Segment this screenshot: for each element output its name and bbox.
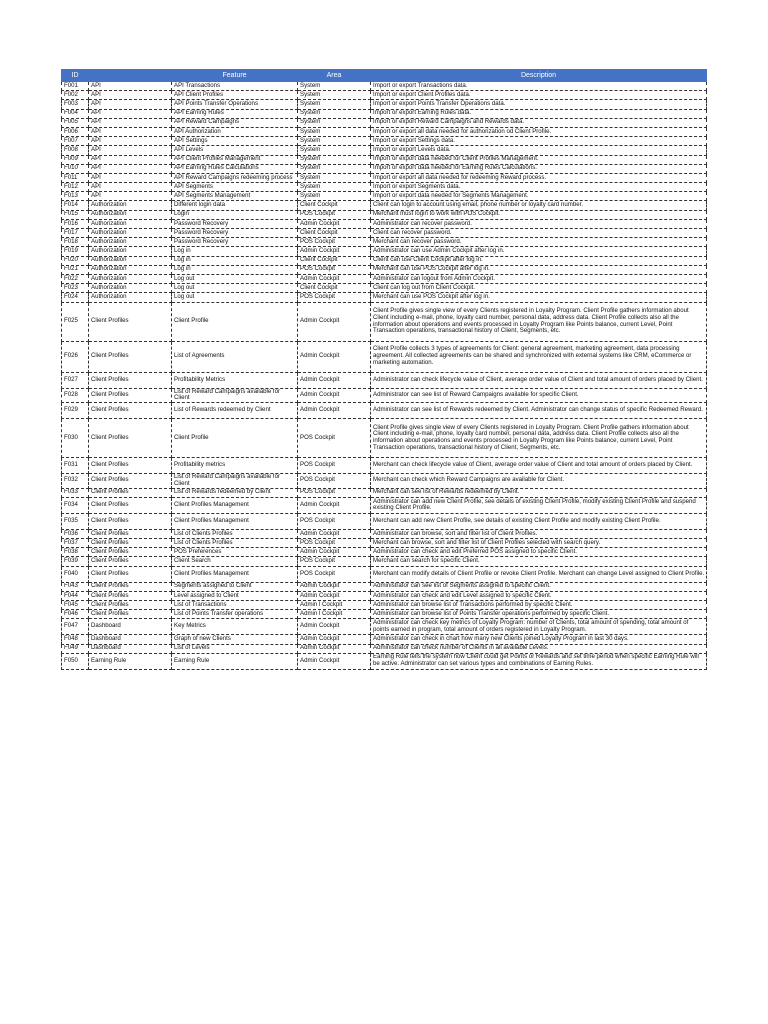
cell-id: F033 <box>62 488 89 497</box>
cell-module: Authorization <box>89 210 172 219</box>
cell-id: F023 <box>62 284 89 293</box>
cell-id: F032 <box>62 474 89 489</box>
table-row <box>62 529 707 538</box>
table-row <box>62 82 707 91</box>
cell-feature: List of Reward Campaigns available for Client <box>172 474 298 489</box>
cell-area: Admin Cockpit <box>298 302 371 341</box>
table-row <box>62 488 707 497</box>
cell-module: Client Profiles <box>89 488 172 497</box>
header-module <box>89 70 172 82</box>
cell-area: POS Cockpit <box>298 210 371 219</box>
table-row <box>62 256 707 265</box>
cell-area: System <box>298 100 371 109</box>
cell-id: F010 <box>62 164 89 173</box>
cell-module: Authorization <box>89 256 172 265</box>
cell-area: System <box>298 164 371 173</box>
cell-description: Merchant can check lifecycle value of Client, average order value of Client and total amount of orders placed by Client. <box>371 458 707 474</box>
cell-id: F026 <box>62 341 89 372</box>
cell-area: POS Cockpit <box>298 458 371 474</box>
cell-area: Admin Cockpit <box>298 497 371 513</box>
cell-area: Admin Cockpit <box>298 529 371 538</box>
table-row <box>62 293 707 302</box>
cell-feature: Log in <box>172 247 298 256</box>
cell-description: Administrator can browse list of Points Transfer operations performed by specific Client. <box>371 610 707 619</box>
table-row <box>62 118 707 127</box>
cell-feature: Client Profiles Management <box>172 566 298 582</box>
cell-description: Administrator can logout from Admin Cockpit. <box>371 274 707 283</box>
cell-module: Dashboard <box>89 619 172 635</box>
cell-module: Client Profiles <box>89 582 172 591</box>
cell-feature: Password Recovery <box>172 229 298 238</box>
cell-module: Dashboard <box>89 644 172 653</box>
cell-description: Import or export all data needed for authorization od Client Profile. <box>371 127 707 136</box>
cell-module: API <box>89 137 172 146</box>
cell-description: Administrator can add new Client Profile, see details of existing Client Profile, modify existing Client Profile and suspend existing Client Profile. <box>371 497 707 513</box>
cell-module: Client Profiles <box>89 557 172 566</box>
cell-id: F002 <box>62 91 89 100</box>
cell-module: API <box>89 164 172 173</box>
cell-feature: API Client Profiles <box>172 91 298 100</box>
cell-description: Import or export data needed for Client Profiles Management. <box>371 155 707 164</box>
table-row <box>62 155 707 164</box>
table-row <box>62 566 707 582</box>
cell-feature: API Reward Campaigns redeeming process <box>172 173 298 182</box>
cell-feature: List of Levels <box>172 644 298 653</box>
cell-description: Merchant can see list of Rewards redeemed by Client. <box>371 488 707 497</box>
cell-area: Admin l Cockpit <box>298 601 371 610</box>
table-row <box>62 419 707 458</box>
table-row <box>62 238 707 247</box>
cell-area: POS Cockpit <box>298 557 371 566</box>
cell-feature: API Client Profiles Management <box>172 155 298 164</box>
cell-area: Admin Cockpit <box>298 635 371 644</box>
cell-id: F036 <box>62 529 89 538</box>
cell-description: Administrator can see list of Reward Campaigns available for specific Client. <box>371 388 707 403</box>
cell-module: API <box>89 118 172 127</box>
cell-id: F004 <box>62 109 89 118</box>
cell-id: F007 <box>62 137 89 146</box>
cell-description: Client Profile gives single view of every Clients registered in Loyalty Program. Client Profile gathers information about Client including e-mail, phone, loyalty card number, personal data, address data. Client Profile collects also all the information about operations and events processed in Loyalty Program like Points balance, current Level, Point Transaction operations, transactional history of Client, Segments, etc. <box>371 302 707 341</box>
cell-id: F018 <box>62 238 89 247</box>
cell-id: F024 <box>62 293 89 302</box>
cell-area: System <box>298 82 371 91</box>
cell-module: Client Profiles <box>89 497 172 513</box>
cell-module: API <box>89 146 172 155</box>
cell-module: Authorization <box>89 293 172 302</box>
cell-description: Earning Rule tells the system how Client could get Points or Rewards and set time period when specific Earning Rule will be active. Administrator can set various types and combinations of Earning Rules. <box>371 653 707 669</box>
cell-feature: Password Recovery <box>172 219 298 228</box>
cell-area: POS Cockpit <box>298 238 371 247</box>
cell-description: Client can use Client Cockpit after log in. <box>371 256 707 265</box>
table-row <box>62 474 707 489</box>
cell-feature: Key Metrics <box>172 619 298 635</box>
cell-module: Authorization <box>89 229 172 238</box>
cell-description: Administrator can browse list of Transactions performed by specific Client. <box>371 601 707 610</box>
header-id: ID <box>62 70 89 82</box>
cell-area: Client Cockpit <box>298 229 371 238</box>
cell-description: Administrator can see list of Rewards redeemed by Client. Administrator can change status of specific Redeemed Reward. <box>371 403 707 419</box>
header-description: Description <box>371 70 707 82</box>
cell-description: Import or export Client Profiles data. <box>371 91 707 100</box>
cell-area: Admin Cockpit <box>298 372 371 388</box>
cell-id: F043 <box>62 582 89 591</box>
cell-feature: API Authorization <box>172 127 298 136</box>
cell-feature: Earning Rule <box>172 653 298 669</box>
cell-description: Administrator can check number of Clients in all available Levels. <box>371 644 707 653</box>
cell-feature: Client Profiles Management <box>172 497 298 513</box>
cell-module: Authorization <box>89 238 172 247</box>
cell-module: Dashboard <box>89 635 172 644</box>
cell-id: F039 <box>62 557 89 566</box>
cell-module: Authorization <box>89 274 172 283</box>
cell-area: Admin Cockpit <box>298 341 371 372</box>
table-row <box>62 146 707 155</box>
cell-description: Merchant can use POS Cockpit after log in. <box>371 293 707 302</box>
cell-area: Admin Cockpit <box>298 653 371 669</box>
cell-feature: Password Recovery <box>172 238 298 247</box>
cell-feature: List of Transactions <box>172 601 298 610</box>
cell-feature: List of Points Transfer operations <box>172 610 298 619</box>
table-row <box>62 302 707 341</box>
cell-feature: List of Clients Profiles <box>172 539 298 548</box>
table-row <box>62 635 707 644</box>
cell-feature: Log out <box>172 284 298 293</box>
cell-id: F050 <box>62 653 89 669</box>
cell-area: POS Cockpit <box>298 566 371 582</box>
table-row <box>62 653 707 669</box>
cell-feature: API Segments <box>172 183 298 192</box>
cell-description: Merchant can check which Reward Campaigns are available for Client. <box>371 474 707 489</box>
cell-feature: Log in <box>172 256 298 265</box>
cell-area: POS Cockpit <box>298 293 371 302</box>
cell-feature: Segments assigned to Client <box>172 582 298 591</box>
cell-module: Client Profiles <box>89 513 172 529</box>
cell-module: API <box>89 183 172 192</box>
table-row <box>62 619 707 635</box>
cell-description: Administrator can check and edit Preferred POS assigned to specific Client. <box>371 548 707 557</box>
cell-feature: List of Rewards redeemed by Client <box>172 488 298 497</box>
cell-description: Import or export Points Transfer Operations data. <box>371 100 707 109</box>
table-row <box>62 164 707 173</box>
table-row <box>62 219 707 228</box>
table-row <box>62 91 707 100</box>
cell-area: Admin Cockpit <box>298 403 371 419</box>
cell-feature: Client Profile <box>172 419 298 458</box>
cell-feature: List of Clients Profiles <box>172 529 298 538</box>
cell-id: F014 <box>62 201 89 210</box>
cell-module: Client Profiles <box>89 610 172 619</box>
cell-id: F025 <box>62 302 89 341</box>
cell-description: Administrator can see list of Segments assigned to specific Client. <box>371 582 707 591</box>
table-row <box>62 210 707 219</box>
cell-area: System <box>298 127 371 136</box>
cell-area: POS Cockpit <box>298 474 371 489</box>
cell-id: F027 <box>62 372 89 388</box>
table-row <box>62 610 707 619</box>
cell-id: F006 <box>62 127 89 136</box>
cell-feature: API Segments Management <box>172 192 298 201</box>
cell-module: Client Profiles <box>89 539 172 548</box>
cell-module: Client Profiles <box>89 591 172 600</box>
cell-area: Admin Cockpit <box>298 591 371 600</box>
cell-description: Administrator can check lifecycle value of Client, average order value of Client and total amount of orders placed by Client. <box>371 372 707 388</box>
table-row <box>62 601 707 610</box>
cell-description: Import or export Segments data. <box>371 183 707 192</box>
cell-feature: Client Profiles Management <box>172 513 298 529</box>
cell-area: System <box>298 109 371 118</box>
cell-id: F028 <box>62 388 89 403</box>
cell-id: F034 <box>62 497 89 513</box>
cell-id: F015 <box>62 210 89 219</box>
cell-feature: POS Preferences <box>172 548 298 557</box>
cell-area: Admin Cockpit <box>298 219 371 228</box>
cell-description: Administrator can recover password. <box>371 219 707 228</box>
table-row <box>62 201 707 210</box>
cell-description: Import or export Transactions data. <box>371 82 707 91</box>
cell-area: System <box>298 118 371 127</box>
cell-description: Merchant can add new Client Profile, see details of existing Client Profile and modify existing Client Profile. <box>371 513 707 529</box>
cell-id: F012 <box>62 183 89 192</box>
cell-feature: Login <box>172 210 298 219</box>
feature-table <box>61 69 707 670</box>
cell-id: F047 <box>62 619 89 635</box>
cell-description: Import or export Settings data. <box>371 137 707 146</box>
cell-id: F045 <box>62 601 89 610</box>
table-row <box>62 284 707 293</box>
cell-module: Earning Rule <box>89 653 172 669</box>
table-row <box>62 539 707 548</box>
cell-feature: API Settings <box>172 137 298 146</box>
cell-description: Client Profile collects 3 types of agreements for Client: general agreement, marketing agreement, data processing agreement. All collected agreements can be shared and synchronized with external systems like CRM, eCommerce or marketing automation. <box>371 341 707 372</box>
cell-description: Client can login to account using email, phone number or loyalty card number. <box>371 201 707 210</box>
cell-area: Client Cockpit <box>298 256 371 265</box>
cell-module: Authorization <box>89 265 172 274</box>
cell-id: F011 <box>62 173 89 182</box>
cell-feature: List of Reward Campaigns available for Client <box>172 388 298 403</box>
cell-description: Import or export Reward Campaigns and Rewards data. <box>371 118 707 127</box>
cell-id: F035 <box>62 513 89 529</box>
header-feature: Feature <box>172 70 298 82</box>
cell-id: F009 <box>62 155 89 164</box>
table-row <box>62 591 707 600</box>
cell-description: Client can recover password. <box>371 229 707 238</box>
cell-module: Authorization <box>89 284 172 293</box>
cell-area: Admin Cockpit <box>298 582 371 591</box>
table-row <box>62 127 707 136</box>
cell-area: Admin Cockpit <box>298 388 371 403</box>
cell-feature: Level assigned to Client <box>172 591 298 600</box>
cell-area: POS Cockpit <box>298 513 371 529</box>
cell-module: API <box>89 173 172 182</box>
cell-module: API <box>89 192 172 201</box>
table-row <box>62 229 707 238</box>
cell-id: F022 <box>62 274 89 283</box>
cell-feature: API Reward Campaigns <box>172 118 298 127</box>
cell-description: Administrator can check key metrics of Loyalty Program: number of Clients, total amount of spending, total amount of points earned in program, total amount of orders registered in Loyalty Program. <box>371 619 707 635</box>
cell-description: Merchant can recover password. <box>371 238 707 247</box>
cell-description: Import or export data needed for Earning Rules Calculations. <box>371 164 707 173</box>
cell-module: API <box>89 155 172 164</box>
cell-description: Administrator can check in chart how many new Clients joined Loyalty Program in last 30 days. <box>371 635 707 644</box>
cell-feature: API Earning Rules Calculations <box>172 164 298 173</box>
table-row <box>62 192 707 201</box>
cell-id: F031 <box>62 458 89 474</box>
cell-description: Import or export Earning Rules data. <box>371 109 707 118</box>
cell-description: Client can log out from Client Cockpit. <box>371 284 707 293</box>
table-row <box>62 274 707 283</box>
cell-area: Admin Cockpit <box>298 619 371 635</box>
cell-id: F037 <box>62 539 89 548</box>
cell-description: Merchant can browse, sort and filter list of Client Profiles selected with search query. <box>371 539 707 548</box>
cell-area: System <box>298 137 371 146</box>
cell-area: Client Cockpit <box>298 284 371 293</box>
cell-feature: List of Agreements <box>172 341 298 372</box>
cell-module: Client Profiles <box>89 458 172 474</box>
table-row <box>62 513 707 529</box>
cell-id: F020 <box>62 256 89 265</box>
cell-feature: Profitability Metrics <box>172 372 298 388</box>
cell-module: API <box>89 109 172 118</box>
cell-description: Administrator can check and edit Level assigned to specific Client. <box>371 591 707 600</box>
table-row <box>62 183 707 192</box>
cell-id: F019 <box>62 247 89 256</box>
cell-module: Client Profiles <box>89 529 172 538</box>
cell-id: F016 <box>62 219 89 228</box>
cell-module: Authorization <box>89 201 172 210</box>
cell-id: F003 <box>62 100 89 109</box>
cell-feature: Log out <box>172 274 298 283</box>
cell-id: F048 <box>62 635 89 644</box>
cell-description: Import or export Levels data. <box>371 146 707 155</box>
cell-module: Client Profiles <box>89 341 172 372</box>
cell-module: Authorization <box>89 247 172 256</box>
cell-feature: Different login data <box>172 201 298 210</box>
table-row <box>62 557 707 566</box>
cell-feature: Profitability metrics <box>172 458 298 474</box>
cell-area: Admin Cockpit <box>298 247 371 256</box>
cell-id: F030 <box>62 419 89 458</box>
cell-module: Client Profiles <box>89 601 172 610</box>
cell-feature: Log out <box>172 293 298 302</box>
cell-module: Client Profiles <box>89 566 172 582</box>
cell-module: API <box>89 127 172 136</box>
cell-id: F049 <box>62 644 89 653</box>
cell-area: System <box>298 155 371 164</box>
cell-description: Merchant can modify details of Client Profile or revoke Client Profile. Merchant can change Level assigned to Client Profile. <box>371 566 707 582</box>
cell-feature: Client Profile <box>172 302 298 341</box>
cell-area: System <box>298 91 371 100</box>
cell-area: Admin l Cockpit <box>298 610 371 619</box>
cell-module: API <box>89 82 172 91</box>
cell-module: Authorization <box>89 219 172 228</box>
cell-id: F046 <box>62 610 89 619</box>
cell-area: Admin Cockpit <box>298 548 371 557</box>
cell-area: System <box>298 146 371 155</box>
cell-feature: API Earning Rules <box>172 109 298 118</box>
cell-module: Client Profiles <box>89 403 172 419</box>
cell-feature: List of Rewards redeemed by Client <box>172 403 298 419</box>
cell-module: Client Profiles <box>89 548 172 557</box>
cell-id: F005 <box>62 118 89 127</box>
cell-area: Admin Cockpit <box>298 644 371 653</box>
cell-id: F017 <box>62 229 89 238</box>
header-area: Area <box>298 70 371 82</box>
table-row <box>62 644 707 653</box>
table-row <box>62 403 707 419</box>
cell-id: F008 <box>62 146 89 155</box>
cell-id: F021 <box>62 265 89 274</box>
cell-area: System <box>298 173 371 182</box>
table-row <box>62 497 707 513</box>
cell-area: Client Cockpit <box>298 201 371 210</box>
cell-description: Merchant must login to work with POS Cockpit. <box>371 210 707 219</box>
cell-description: Administrator can use Admin Cockpit after log in. <box>371 247 707 256</box>
table-row <box>62 109 707 118</box>
cell-area: POS Cockpit <box>298 265 371 274</box>
cell-description: Administrator can browse, sort and filter list of Client Profiles. <box>371 529 707 538</box>
cell-feature: Client Search <box>172 557 298 566</box>
cell-area: Admin Cockpit <box>298 274 371 283</box>
cell-description: Client Profile gives single view of every Clients registered in Loyalty Program. Client Profile gathers information about Client including e-mail, phone, loyalty card number, personal data, address data. Client Profile collects also all the information about operations and events processed in Loyalty Program like Points balance, current Level, Point Transaction operations, transactional history of Client, Segments, etc. <box>371 419 707 458</box>
table-row <box>62 100 707 109</box>
cell-description: Merchant can search for specific Client. <box>371 557 707 566</box>
cell-area: POS Cockpit <box>298 539 371 548</box>
cell-description: Import or export all data needed for redeeming Reward process. <box>371 173 707 182</box>
cell-id: F044 <box>62 591 89 600</box>
cell-feature: Graph of new Clients <box>172 635 298 644</box>
cell-description: Merchant can use POS Cockpit after log in. <box>371 265 707 274</box>
table-row <box>62 173 707 182</box>
cell-module: API <box>89 91 172 100</box>
cell-feature: API Transactions <box>172 82 298 91</box>
table-row <box>62 265 707 274</box>
table-row <box>62 548 707 557</box>
cell-id: F040 <box>62 566 89 582</box>
cell-id: F038 <box>62 548 89 557</box>
cell-module: Client Profiles <box>89 474 172 489</box>
table-row <box>62 458 707 474</box>
cell-module: Client Profiles <box>89 419 172 458</box>
cell-module: API <box>89 100 172 109</box>
cell-description: Import or export data needed for Segments Management. <box>371 192 707 201</box>
cell-id: F001 <box>62 82 89 91</box>
cell-module: Client Profiles <box>89 302 172 341</box>
table-row <box>62 372 707 388</box>
cell-area: System <box>298 192 371 201</box>
cell-area: System <box>298 183 371 192</box>
cell-id: F013 <box>62 192 89 201</box>
cell-feature: API Points Transfer Operations <box>172 100 298 109</box>
cell-area: POS Cockpit <box>298 488 371 497</box>
header-row <box>62 70 707 82</box>
cell-module: Client Profiles <box>89 388 172 403</box>
cell-area: POS Cockpit <box>298 419 371 458</box>
cell-id: F029 <box>62 403 89 419</box>
table-row <box>62 388 707 403</box>
cell-feature: Log in <box>172 265 298 274</box>
cell-module: Client Profiles <box>89 372 172 388</box>
table-row <box>62 341 707 372</box>
table-row <box>62 247 707 256</box>
table-row <box>62 137 707 146</box>
table-row <box>62 582 707 591</box>
cell-feature: API Levels <box>172 146 298 155</box>
